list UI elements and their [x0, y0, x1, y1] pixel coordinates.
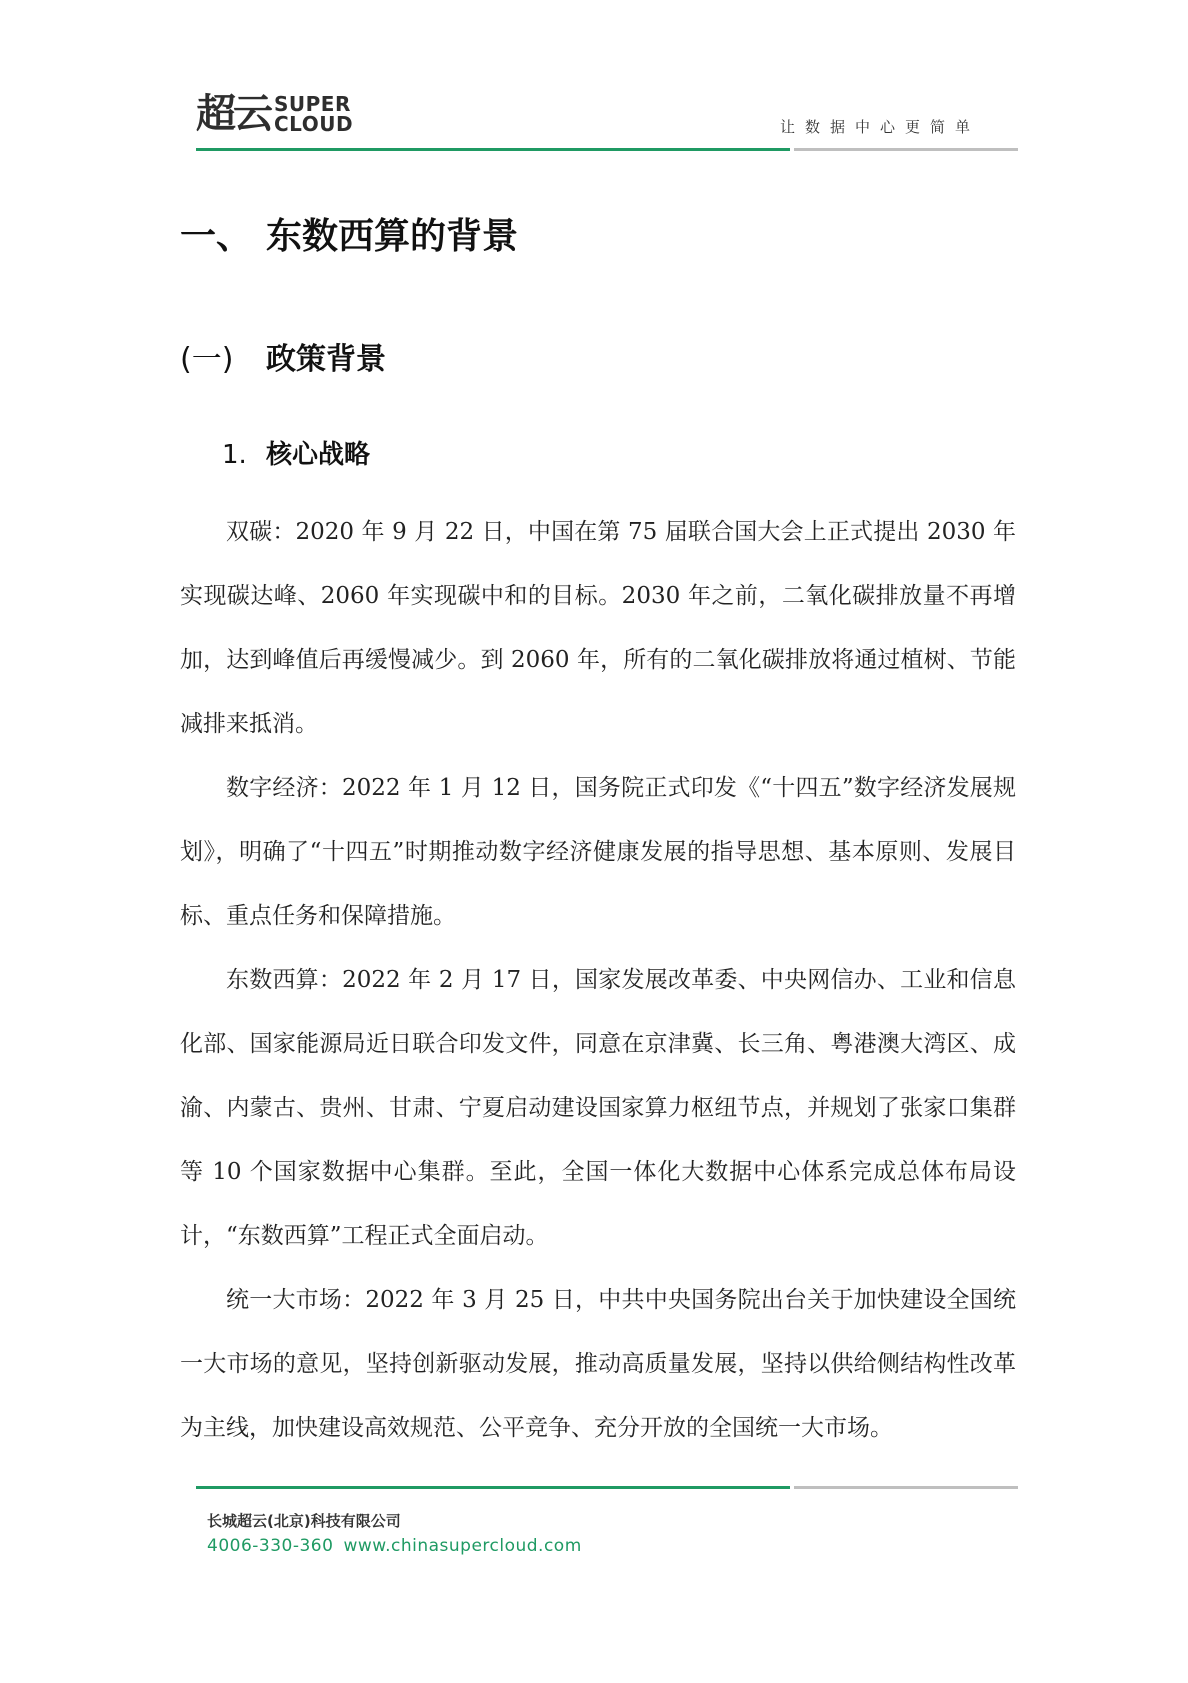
section-heading [180, 208, 518, 259]
company-logo [196, 92, 356, 136]
footer-website[interactable]: www.chinasupercloud.com [343, 1536, 582, 1556]
subsubsection-heading [222, 434, 370, 471]
subsubsection-heading-number: 1. [222, 440, 247, 470]
paragraph-unified-market: 统一大市场：2022 年 3 月 25 日，中共中央国务院出台关于加快建设全国统一大市场的意见，坚持创新驱动发展，推动高质量发展，坚持以供给侧结构性改革为主线，加快建设高效规范、公平竞争、充分开放的全国统一大市场。 [180, 1287, 1016, 1441]
header-rule-green [196, 148, 790, 151]
footer-company-name: 长城超云(北京)科技有限公司 [207, 1512, 401, 1530]
section-heading-number: 一、 [180, 216, 253, 257]
footer-contact [207, 1536, 582, 1556]
subsection-heading [180, 334, 386, 378]
footer-rule-green [196, 1486, 790, 1489]
logo-english-bottom: CLOUD [274, 112, 354, 136]
section-heading-text: 东数西算的背景 [266, 216, 519, 257]
body-text [180, 500, 1016, 1460]
footer-rule-gray [794, 1486, 1018, 1489]
subsection-heading-text: 政策背景 [266, 342, 386, 377]
paragraph-dual-carbon: 双碳：2020 年 9 月 22 日，中国在第 75 届联合国大会上正式提出 2030 年实现碳达峰、2060 年实现碳中和的目标。2030 年之前，二氧化碳排放量不再增加，达到峰值后再缓慢减少。到 2060 年，所有的二氧化碳排放将通过植树、节能减排来抵消。 [180, 519, 1016, 737]
header-rule-gray [794, 148, 1018, 151]
logo-english-top: SUPER [274, 92, 351, 116]
paragraph-digital-economy: 数字经济：2022 年 1 月 12 日，国务院正式印发《“十四五”数字经济发展规划》，明确了“十四五”时期推动数字经济健康发展的指导思想、基本原则、发展目标、重点任务和保障措施。 [180, 775, 1016, 929]
header-slogan: 让数据中心更简单 [780, 118, 981, 136]
subsection-heading-number: (一) [180, 342, 234, 377]
logo-chinese-text: 超云 [196, 91, 270, 137]
paragraph-east-data-west-compute: 东数西算：2022 年 2 月 17 日，国家发展改革委、中央网信办、工业和信息化部、国家能源局近日联合印发文件，同意在京津冀、长三角、粤港澳大湾区、成渝、内蒙古、贵州、甘肃、宁夏启动建设国家算力枢纽节点，并规划了张家口集群等 10 个国家数据中心集群。至此，全国一体化大数据中心体系完成总体布局设计，“东数西算”工程正式全面启动。 [180, 967, 1016, 1249]
footer-phone: 4006-330-360 [207, 1536, 334, 1556]
subsubsection-heading-text: 核心战略 [266, 440, 371, 470]
